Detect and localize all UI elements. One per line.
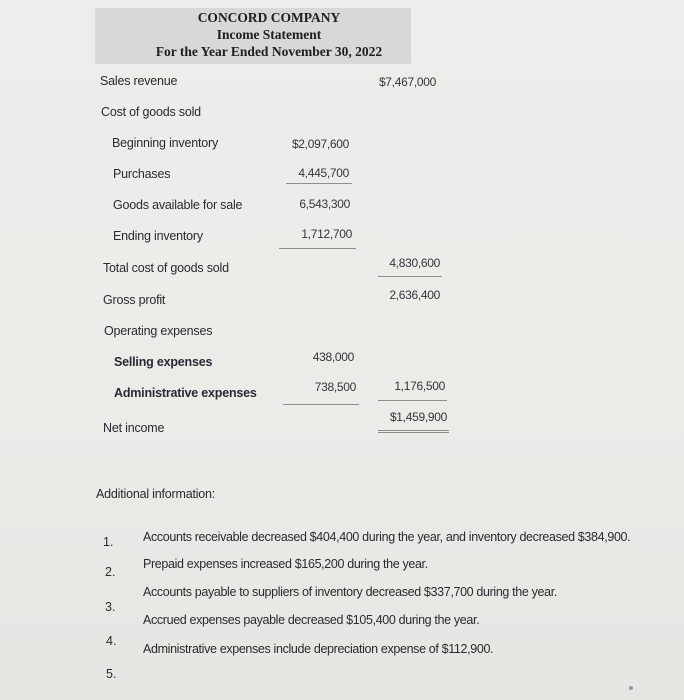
info-item-text: Administrative expenses include depreciation expense of $112,900.: [143, 642, 494, 656]
statement-title: Income Statement: [216, 27, 322, 42]
info-item-text: Accounts receivable decreased $404,400 during the year, and inventory decreased $384,900.: [143, 530, 631, 544]
purchases-value: 4,445,700: [298, 166, 349, 180]
total-operating-expenses-value: 1,176,500: [394, 379, 445, 393]
info-item-text: Prepaid expenses increased $165,200 during the year.: [143, 557, 428, 571]
info-item-number: 3.: [105, 600, 116, 614]
purchases-label: Purchases: [113, 167, 171, 181]
goods-available-label: Goods available for sale: [113, 198, 243, 212]
info-item-number: 5.: [106, 667, 117, 681]
gross-profit-label: Gross profit: [103, 293, 166, 307]
gross-profit-value: 2,636,400: [389, 288, 440, 302]
admin-expenses-value: 738,500: [314, 380, 356, 394]
sales-revenue-label: Sales revenue: [100, 74, 178, 88]
info-item-text: Accounts payable to suppliers of inventory decreased $337,700 during the year.: [143, 585, 557, 599]
operating-expenses-label: Operating expenses: [104, 324, 213, 338]
info-item-number: 2.: [105, 565, 116, 579]
paper-speck: [629, 686, 633, 690]
company-name: CONCORD COMPANY: [197, 10, 341, 25]
total-cogs-label: Total cost of goods sold: [103, 261, 229, 275]
net-income-double-underline: [378, 430, 449, 433]
ending-inventory-value: 1,712,700: [301, 227, 352, 241]
selling-expenses-value: 438,000: [312, 350, 354, 364]
purchases-underline: [286, 183, 352, 184]
sales-revenue-value: $7,467,000: [378, 75, 436, 89]
selling-expenses-label: Selling expenses: [114, 355, 213, 369]
ending-inventory-underline: [279, 248, 356, 249]
statement-period: For the Year Ended November 30, 2022: [155, 44, 383, 59]
info-item-number: 1.: [103, 535, 114, 549]
net-income-value: $1,459,900: [389, 410, 447, 424]
info-item-number: 4.: [106, 634, 117, 648]
total-cogs-underline: [378, 276, 442, 277]
admin-expenses-label: Administrative expenses: [114, 386, 257, 400]
beginning-inventory-value: $2,097,600: [291, 137, 349, 151]
total-operating-underline: [378, 400, 447, 401]
info-item-text: Accrued expenses payable decreased $105,400 during the year.: [143, 613, 480, 627]
additional-info-title: Additional information:: [96, 487, 216, 501]
total-cogs-value: 4,830,600: [389, 256, 440, 270]
admin-expenses-underline: [283, 404, 359, 405]
goods-available-value: 6,543,300: [299, 197, 350, 211]
cogs-label: Cost of goods sold: [101, 105, 201, 119]
beginning-inventory-label: Beginning inventory: [112, 136, 218, 150]
net-income-label: Net income: [103, 421, 165, 435]
ending-inventory-label: Ending inventory: [113, 229, 203, 243]
